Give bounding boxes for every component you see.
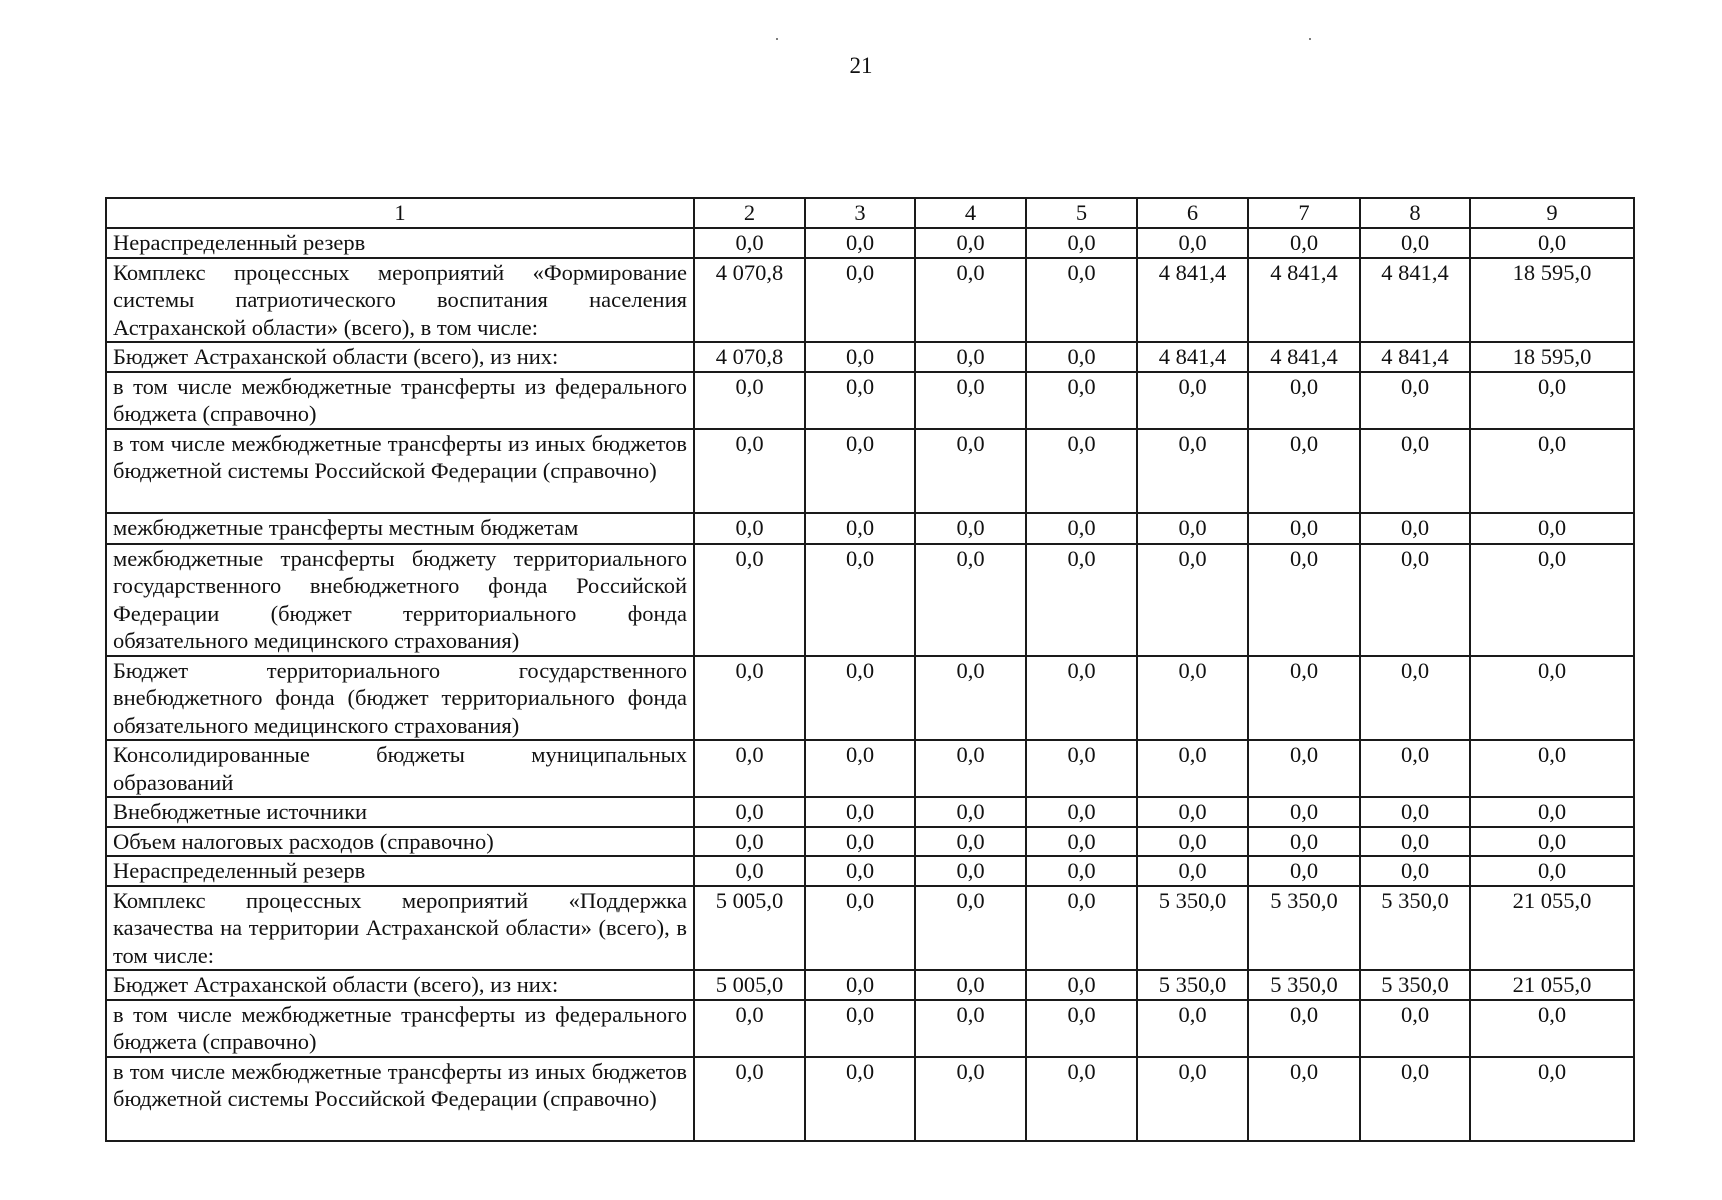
value-cell: 0,0 bbox=[915, 258, 1026, 343]
value-cell: 0,0 bbox=[694, 429, 805, 513]
table-row bbox=[106, 544, 1634, 656]
value-cell: 4 841,4 bbox=[1360, 342, 1470, 372]
value-cell: 18 595,0 bbox=[1470, 258, 1634, 343]
value-cell: 0,0 bbox=[1137, 1057, 1248, 1141]
column-number: 6 bbox=[1137, 198, 1248, 228]
value-cell: 0,0 bbox=[1470, 827, 1634, 857]
value-cell: 0,0 bbox=[915, 797, 1026, 827]
value-cell: 5 350,0 bbox=[1360, 886, 1470, 971]
value-cell: 0,0 bbox=[805, 1000, 915, 1057]
value-cell: 0,0 bbox=[1248, 797, 1360, 827]
value-cell: 0,0 bbox=[1137, 513, 1248, 544]
value-cell: 0,0 bbox=[805, 513, 915, 544]
value-cell: 0,0 bbox=[1360, 827, 1470, 857]
value-cell: 0,0 bbox=[915, 740, 1026, 797]
value-cell: 0,0 bbox=[1470, 429, 1634, 513]
value-cell: 0,0 bbox=[1137, 228, 1248, 258]
value-cell: 0,0 bbox=[1137, 429, 1248, 513]
value-cell: 0,0 bbox=[1137, 740, 1248, 797]
row-label: Комплекс процессных мероприятий «Формирование системы патриотического воспитания населения Астраханской области» (всего), в том числе: bbox=[106, 258, 694, 343]
scan-speck bbox=[1309, 38, 1311, 40]
value-cell: 0,0 bbox=[1360, 740, 1470, 797]
value-cell: 0,0 bbox=[915, 656, 1026, 741]
value-cell: 0,0 bbox=[805, 740, 915, 797]
row-label: в том числе межбюджетные трансферты из иных бюджетов бюджетной системы Российской Федерации (справочно) bbox=[106, 1057, 694, 1141]
row-label: Бюджет Астраханской области (всего), из них: bbox=[106, 970, 694, 1000]
value-cell: 0,0 bbox=[1026, 372, 1137, 429]
value-cell: 0,0 bbox=[1360, 1000, 1470, 1057]
column-number-row bbox=[106, 198, 1634, 228]
value-cell: 0,0 bbox=[1026, 740, 1137, 797]
value-cell: 4 841,4 bbox=[1137, 258, 1248, 343]
column-number: 3 bbox=[805, 198, 915, 228]
table-row bbox=[106, 1057, 1634, 1141]
value-cell: 0,0 bbox=[1137, 1000, 1248, 1057]
row-label: Бюджет Астраханской области (всего), из них: bbox=[106, 342, 694, 372]
value-cell: 0,0 bbox=[1360, 429, 1470, 513]
value-cell: 0,0 bbox=[1248, 856, 1360, 886]
value-cell: 0,0 bbox=[1026, 544, 1137, 656]
row-label: Комплекс процессных мероприятий «Поддержка казачества на территории Астраханской области» (всего), в том числе: bbox=[106, 886, 694, 971]
value-cell: 0,0 bbox=[1026, 797, 1137, 827]
value-cell: 0,0 bbox=[915, 886, 1026, 971]
column-number: 1 bbox=[106, 198, 694, 228]
value-cell: 0,0 bbox=[1248, 372, 1360, 429]
value-cell: 0,0 bbox=[915, 970, 1026, 1000]
value-cell: 0,0 bbox=[1026, 886, 1137, 971]
value-cell: 0,0 bbox=[1248, 1000, 1360, 1057]
value-cell: 0,0 bbox=[805, 827, 915, 857]
table-row bbox=[106, 258, 1634, 343]
value-cell: 0,0 bbox=[1360, 797, 1470, 827]
value-cell: 0,0 bbox=[1026, 258, 1137, 343]
row-label: в том числе межбюджетные трансферты из федерального бюджета (справочно) bbox=[106, 1000, 694, 1057]
row-label: Консолидированные бюджеты муниципальных образований bbox=[106, 740, 694, 797]
value-cell: 0,0 bbox=[915, 827, 1026, 857]
value-cell: 0,0 bbox=[1470, 1057, 1634, 1141]
value-cell: 0,0 bbox=[1137, 656, 1248, 741]
value-cell: 0,0 bbox=[805, 886, 915, 971]
value-cell: 0,0 bbox=[1360, 856, 1470, 886]
value-cell: 0,0 bbox=[1026, 429, 1137, 513]
value-cell: 0,0 bbox=[1026, 856, 1137, 886]
value-cell: 0,0 bbox=[1248, 827, 1360, 857]
value-cell: 0,0 bbox=[694, 513, 805, 544]
row-label: Объем налоговых расходов (справочно) bbox=[106, 827, 694, 857]
value-cell: 0,0 bbox=[1360, 372, 1470, 429]
value-cell: 0,0 bbox=[694, 797, 805, 827]
value-cell: 0,0 bbox=[805, 797, 915, 827]
value-cell: 0,0 bbox=[1248, 513, 1360, 544]
row-label: Нераспределенный резерв bbox=[106, 856, 694, 886]
value-cell: 0,0 bbox=[1137, 827, 1248, 857]
value-cell: 0,0 bbox=[694, 228, 805, 258]
value-cell: 0,0 bbox=[805, 258, 915, 343]
value-cell: 21 055,0 bbox=[1470, 970, 1634, 1000]
value-cell: 0,0 bbox=[1026, 342, 1137, 372]
value-cell: 0,0 bbox=[1470, 544, 1634, 656]
value-cell: 5 005,0 bbox=[694, 970, 805, 1000]
value-cell: 0,0 bbox=[915, 513, 1026, 544]
column-number: 8 bbox=[1360, 198, 1470, 228]
value-cell: 4 070,8 bbox=[694, 342, 805, 372]
value-cell: 0,0 bbox=[1137, 797, 1248, 827]
value-cell: 0,0 bbox=[1026, 513, 1137, 544]
table-row bbox=[106, 513, 1634, 544]
value-cell: 0,0 bbox=[805, 372, 915, 429]
scan-speck bbox=[776, 38, 778, 40]
value-cell: 0,0 bbox=[1360, 1057, 1470, 1141]
table-row bbox=[106, 827, 1634, 857]
value-cell: 0,0 bbox=[1026, 656, 1137, 741]
value-cell: 0,0 bbox=[915, 429, 1026, 513]
table-row bbox=[106, 429, 1634, 513]
value-cell: 21 055,0 bbox=[1470, 886, 1634, 971]
value-cell: 0,0 bbox=[1360, 656, 1470, 741]
value-cell: 4 841,4 bbox=[1248, 258, 1360, 343]
value-cell: 0,0 bbox=[805, 544, 915, 656]
value-cell: 0,0 bbox=[694, 1057, 805, 1141]
value-cell: 0,0 bbox=[1026, 1000, 1137, 1057]
value-cell: 0,0 bbox=[915, 372, 1026, 429]
table-row bbox=[106, 740, 1634, 797]
value-cell: 0,0 bbox=[1470, 656, 1634, 741]
value-cell: 0,0 bbox=[805, 1057, 915, 1141]
value-cell: 4 841,4 bbox=[1137, 342, 1248, 372]
row-label: Нераспределенный резерв bbox=[106, 228, 694, 258]
value-cell: 0,0 bbox=[1360, 228, 1470, 258]
value-cell: 0,0 bbox=[694, 740, 805, 797]
row-label: в том числе межбюджетные трансферты из иных бюджетов бюджетной системы Российской Федерации (справочно) bbox=[106, 429, 694, 513]
value-cell: 0,0 bbox=[805, 342, 915, 372]
value-cell: 0,0 bbox=[1248, 544, 1360, 656]
value-cell: 0,0 bbox=[805, 656, 915, 741]
row-label: межбюджетные трансферты бюджету территориального государственного внебюджетного фонда Российской Федерации (бюджет территориального фонда обязательного медицинского страхования) bbox=[106, 544, 694, 656]
value-cell: 0,0 bbox=[805, 856, 915, 886]
value-cell: 0,0 bbox=[1026, 827, 1137, 857]
value-cell: 0,0 bbox=[1470, 228, 1634, 258]
value-cell: 0,0 bbox=[1360, 513, 1470, 544]
table-row bbox=[106, 228, 1634, 258]
table-row bbox=[106, 656, 1634, 741]
value-cell: 5 005,0 bbox=[694, 886, 805, 971]
value-cell: 0,0 bbox=[694, 827, 805, 857]
value-cell: 4 070,8 bbox=[694, 258, 805, 343]
row-label: Бюджет территориального государственного внебюджетного фонда (бюджет территориального фонда обязательного медицинского страхования) bbox=[106, 656, 694, 741]
budget-table bbox=[105, 197, 1635, 1142]
value-cell: 0,0 bbox=[1470, 372, 1634, 429]
value-cell: 0,0 bbox=[1470, 856, 1634, 886]
row-label: в том числе межбюджетные трансферты из федерального бюджета (справочно) bbox=[106, 372, 694, 429]
column-number: 9 bbox=[1470, 198, 1634, 228]
value-cell: 4 841,4 bbox=[1248, 342, 1360, 372]
column-number: 4 bbox=[915, 198, 1026, 228]
value-cell: 0,0 bbox=[694, 856, 805, 886]
value-cell: 0,0 bbox=[1026, 228, 1137, 258]
value-cell: 0,0 bbox=[805, 429, 915, 513]
value-cell: 4 841,4 bbox=[1360, 258, 1470, 343]
column-number: 7 bbox=[1248, 198, 1360, 228]
value-cell: 0,0 bbox=[1137, 856, 1248, 886]
value-cell: 0,0 bbox=[694, 656, 805, 741]
value-cell: 0,0 bbox=[915, 228, 1026, 258]
value-cell: 5 350,0 bbox=[1137, 886, 1248, 971]
value-cell: 0,0 bbox=[1248, 228, 1360, 258]
value-cell: 0,0 bbox=[1137, 372, 1248, 429]
value-cell: 0,0 bbox=[915, 1000, 1026, 1057]
value-cell: 0,0 bbox=[1360, 544, 1470, 656]
value-cell: 0,0 bbox=[1248, 429, 1360, 513]
value-cell: 0,0 bbox=[805, 970, 915, 1000]
value-cell: 18 595,0 bbox=[1470, 342, 1634, 372]
table-row bbox=[106, 1000, 1634, 1057]
value-cell: 5 350,0 bbox=[1137, 970, 1248, 1000]
value-cell: 5 350,0 bbox=[1248, 970, 1360, 1000]
column-number: 5 bbox=[1026, 198, 1137, 228]
row-label: межбюджетные трансферты местным бюджетам bbox=[106, 513, 694, 544]
table-row bbox=[106, 797, 1634, 827]
value-cell: 0,0 bbox=[1026, 1057, 1137, 1141]
value-cell: 0,0 bbox=[1470, 740, 1634, 797]
table-row bbox=[106, 970, 1634, 1000]
value-cell: 0,0 bbox=[1137, 544, 1248, 656]
page-number: 21 bbox=[849, 53, 873, 78]
value-cell: 0,0 bbox=[915, 342, 1026, 372]
table-row bbox=[106, 372, 1634, 429]
value-cell: 0,0 bbox=[915, 544, 1026, 656]
value-cell: 0,0 bbox=[694, 1000, 805, 1057]
value-cell: 0,0 bbox=[1470, 1000, 1634, 1057]
value-cell: 0,0 bbox=[805, 228, 915, 258]
row-label: Внебюджетные источники bbox=[106, 797, 694, 827]
value-cell: 0,0 bbox=[915, 856, 1026, 886]
column-number: 2 bbox=[694, 198, 805, 228]
table-row bbox=[106, 886, 1634, 971]
value-cell: 0,0 bbox=[694, 372, 805, 429]
value-cell: 0,0 bbox=[1248, 1057, 1360, 1141]
value-cell: 5 350,0 bbox=[1360, 970, 1470, 1000]
value-cell: 0,0 bbox=[1248, 740, 1360, 797]
value-cell: 0,0 bbox=[694, 544, 805, 656]
value-cell: 0,0 bbox=[915, 1057, 1026, 1141]
value-cell: 0,0 bbox=[1470, 513, 1634, 544]
table-row bbox=[106, 342, 1634, 372]
table-row bbox=[106, 856, 1634, 886]
value-cell: 5 350,0 bbox=[1248, 886, 1360, 971]
value-cell: 0,0 bbox=[1248, 656, 1360, 741]
value-cell: 0,0 bbox=[1026, 970, 1137, 1000]
value-cell: 0,0 bbox=[1470, 797, 1634, 827]
